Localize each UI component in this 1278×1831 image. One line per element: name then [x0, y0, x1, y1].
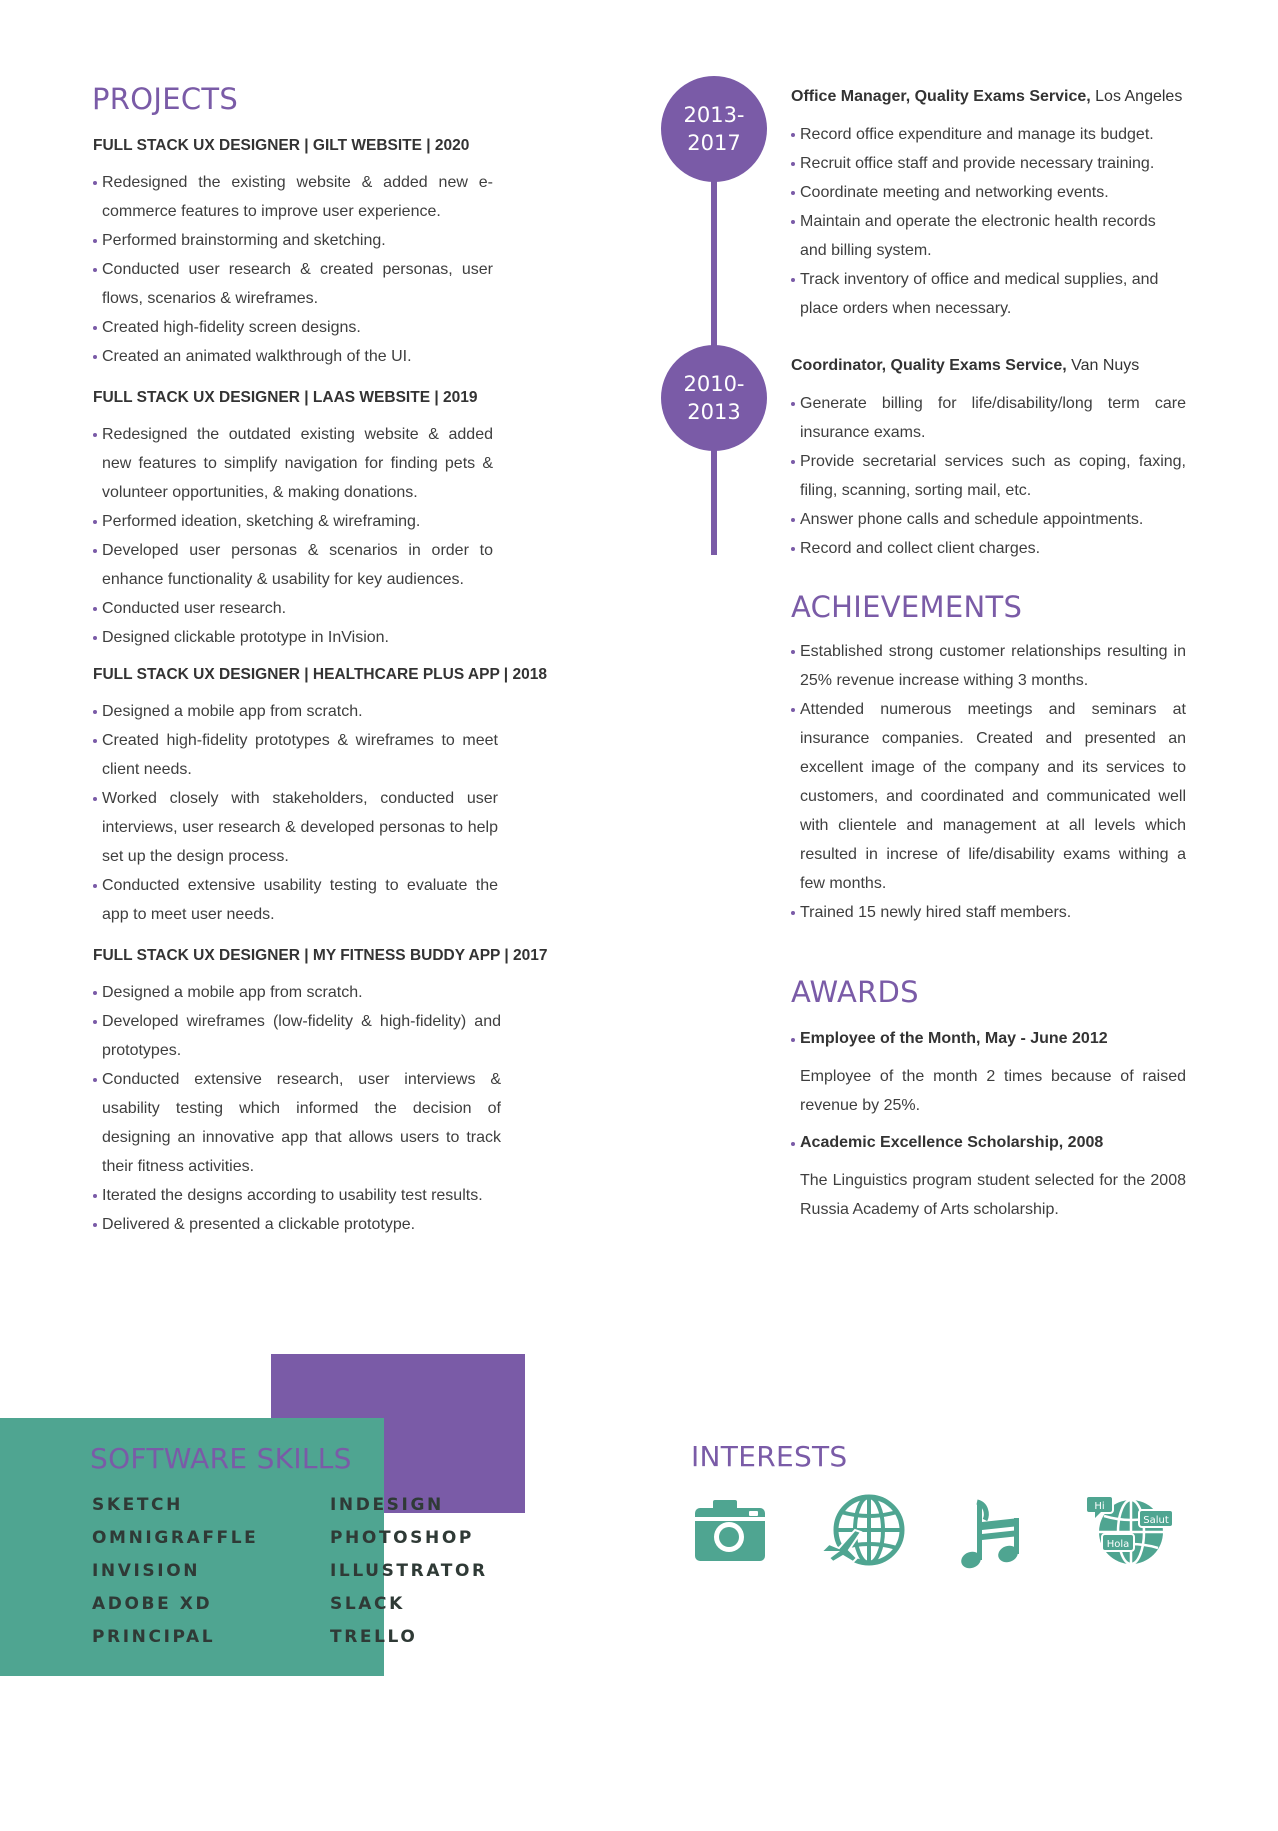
list-item: Delivered & presented a clickable prototype. — [93, 1210, 501, 1239]
interests-heading: INTERESTS — [691, 1440, 848, 1473]
list-item: Answer phone calls and schedule appointments. — [791, 505, 1186, 534]
list-item: Performed ideation, sketching & wireframing. — [93, 507, 493, 536]
list-item: Attended numerous meetings and seminars at insurance companies. Created and presented an excellent image of the company and its services to customers, and coordinated and communicated well with clientele and management at all levels which resulted in increse of life/disability exams withing a few months. — [791, 695, 1186, 898]
project-title: FULL STACK UX DESIGNER | GILT WEBSITE | 2020 — [93, 137, 470, 154]
achievements-heading: ACHIEVEMENTS — [791, 590, 1023, 624]
project-title: FULL STACK UX DESIGNER | LAAS WEBSITE | 2019 — [93, 389, 478, 406]
list-item: Conducted user research & created personas, user flows, scenarios & wireframes. — [93, 255, 493, 313]
award-title: Academic Excellence Scholarship, 2008 — [791, 1134, 1103, 1152]
list-item: Track inventory of office and medical supplies, and place orders when necessary. — [791, 265, 1186, 323]
list-item: Created high-fidelity screen designs. — [93, 313, 493, 342]
skill-item: TRELLO — [330, 1627, 418, 1647]
list-item: Generate billing for life/disability/long term care insurance exams. — [791, 389, 1186, 447]
bubble-label: Hi — [1094, 1501, 1105, 1512]
list-item: Designed a mobile app from scratch. — [93, 697, 498, 726]
list-item: Record and collect client charges. — [791, 534, 1186, 563]
project-title: FULL STACK UX DESIGNER | HEALTHCARE PLUS APP | 2018 — [93, 666, 547, 683]
list-item: Designed a mobile app from scratch. — [93, 978, 501, 1007]
skill-item: PHOTOSHOP — [330, 1528, 474, 1548]
year-badge — [661, 76, 767, 182]
year-end: 2017 — [687, 131, 741, 155]
list-item: Coordinate meeting and networking events. — [791, 178, 1186, 207]
skill-item: SKETCH — [92, 1495, 183, 1515]
achievements-bullets — [791, 637, 1186, 927]
year-start: 2013- — [683, 103, 745, 127]
job-location: Van Nuys — [1066, 357, 1140, 374]
list-item: Conducted extensive research, user interviews & usability testing which informed the decision of designing an innovative app that allows users to track their fitness activities. — [93, 1065, 501, 1181]
job-role: Coordinator, Quality Exams Service, — [791, 357, 1067, 374]
skill-item: ADOBE XD — [92, 1594, 213, 1614]
job-role: Office Manager, Quality Exams Service, — [791, 88, 1091, 105]
list-item: Conducted extensive usability testing to evaluate the app to meet user needs. — [93, 871, 498, 929]
list-item: Redesigned the existing website & added new e-commerce features to improve user experience. — [93, 168, 493, 226]
camera-icon — [693, 1497, 767, 1563]
skill-item: ILLUSTRATOR — [330, 1561, 488, 1581]
list-item: Redesigned the outdated existing website & added new features to simplify navigation for finding pets & volunteer opportunities, & making donations. — [93, 420, 493, 507]
award-description: Employee of the month 2 times because of raised revenue by 25%. — [800, 1068, 1186, 1114]
list-item: Worked closely with stakeholders, conducted user interviews, user research & developed personas to help set up the design process. — [93, 784, 498, 871]
experience-heading — [791, 357, 1139, 375]
experience-heading — [791, 88, 1182, 106]
skill-item: INDESIGN — [330, 1495, 444, 1515]
bubble-label: Hola — [1106, 1539, 1130, 1550]
projects-heading: PROJECTS — [92, 82, 239, 116]
project-title: FULL STACK UX DESIGNER | MY FITNESS BUDDY APP | 2017 — [93, 947, 548, 964]
list-item: Created high-fidelity prototypes & wireframes to meet client needs. — [93, 726, 498, 784]
job-location: Los Angeles — [1090, 88, 1183, 105]
list-item: Conducted user research. — [93, 594, 493, 623]
list-item: Maintain and operate the electronic health records and billing system. — [791, 207, 1186, 265]
list-item: Performed brainstorming and sketching. — [93, 226, 493, 255]
year-start: 2010- — [683, 372, 745, 396]
timeline-line — [711, 120, 717, 555]
experience-bullets — [791, 389, 1186, 563]
list-item: Trained 15 newly hired staff members. — [791, 898, 1186, 927]
awards-heading: AWARDS — [791, 975, 919, 1009]
list-item: Established strong customer relationships resulting in 25% revenue increase withing 3 months. — [791, 637, 1186, 695]
project-bullets — [93, 978, 501, 1239]
skill-item: OMNIGRAFFLE — [92, 1528, 259, 1548]
music-note-icon — [958, 1488, 1024, 1572]
list-item: Developed wireframes (low-fidelity & high-fidelity) and prototypes. — [93, 1007, 501, 1065]
year-end: 2013 — [687, 400, 741, 424]
award-description: The Linguistics program student selected for the 2008 Russia Academy of Arts scholarship. — [800, 1172, 1186, 1218]
experience-bullets — [791, 120, 1186, 323]
list-item: Record office expenditure and manage its budget. — [791, 120, 1186, 149]
list-item: Provide secretarial services such as coping, faxing, filing, scanning, sorting mail, etc. — [791, 447, 1186, 505]
travel-globe-icon — [819, 1492, 907, 1568]
languages-globe-icon — [1085, 1490, 1175, 1570]
skill-item: PRINCIPAL — [92, 1627, 216, 1647]
bubble-label: Salut — [1143, 1515, 1169, 1526]
list-item: Iterated the designs according to usability test results. — [93, 1181, 501, 1210]
list-item: Created an animated walkthrough of the UI. — [93, 342, 493, 371]
list-item: Developed user personas & scenarios in order to enhance functionality & usability for key audiences. — [93, 536, 493, 594]
project-bullets — [93, 697, 498, 929]
year-badge — [661, 345, 767, 451]
award-title: Employee of the Month, May - June 2012 — [791, 1030, 1108, 1048]
skill-item: SLACK — [330, 1594, 405, 1614]
project-bullets — [93, 168, 493, 371]
project-bullets — [93, 420, 493, 652]
list-item: Designed clickable prototype in InVision. — [93, 623, 493, 652]
skill-item: INVISION — [92, 1561, 201, 1581]
list-item: Recruit office staff and provide necessary training. — [791, 149, 1186, 178]
software-skills-heading: SOFTWARE SKILLS — [90, 1442, 352, 1475]
